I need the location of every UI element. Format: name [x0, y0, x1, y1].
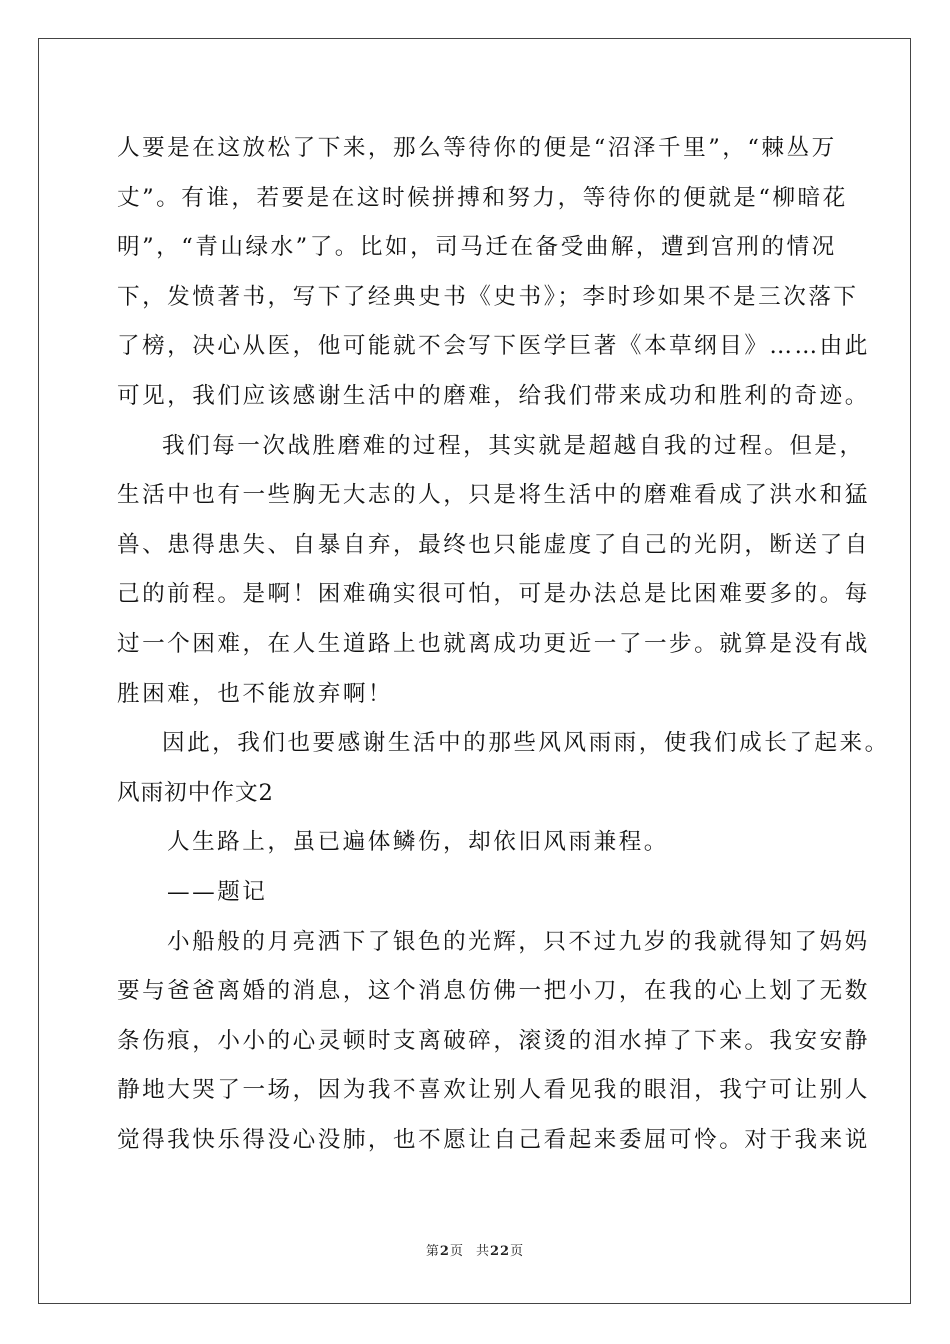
footer-page-unit: 页 [449, 1244, 464, 1259]
text-line: 条伤痕，小小的心灵顿时支离破碎，滚烫的泪水掉了下来。我安安静 [117, 1027, 870, 1054]
text-line: 小船般的月亮洒下了银色的光辉，只不过九岁的我就得知了妈妈 [167, 928, 870, 955]
text-line: 下，发愤著书，写下了经典史书《史书》；李时珍如果不是三次落下 [117, 283, 859, 310]
text-line: 因此，我们也要感谢生活中的那些风风雨雨，使我们成长了起来。 [162, 730, 890, 757]
text-line: 过一个困难，在人生道路上也就离成功更近一了一步。就算是没有战 [117, 630, 870, 657]
text-line: 可见，我们应该感谢生活中的磨难，给我们带来成功和胜利的奇迹。 [117, 382, 870, 409]
page-footer [0, 1240, 950, 1259]
text-line: 我们每一次战胜磨难的过程，其实就是超越自我的过程。但是， [162, 432, 865, 459]
text-line: 胜困难，也不能放弃啊！ [117, 680, 394, 707]
text-line: ——题记 [167, 878, 268, 905]
text-line: 人要是在这放松了下来，那么等待你的便是“沼泽千里”，“棘丛万 [117, 135, 837, 161]
text-line: 了榜，决心从医，他可能就不会写下医学巨著《本草纲目》……由此 [117, 333, 870, 360]
text-line: 生活中也有一些胸无大志的人，只是将生活中的磨难看成了洪水和猛 [117, 482, 870, 509]
text-line: 丈”。有谁，若要是在这时候拼搏和努力，等待你的便就是“柳暗花 [117, 184, 848, 211]
section-title: 风雨初中作文2 [117, 779, 274, 806]
text-line: 己的前程。是啊！困难确实很可怕，可是办法总是比困难要多的。每 [117, 581, 870, 608]
text-line: 明”，“青山绿水”了。比如，司马迁在备受曲解，遭到宫刑的情况 [117, 234, 837, 261]
footer-page-prefix: 第 [425, 1244, 440, 1259]
footer-total-pages: 22 [489, 1244, 511, 1259]
document-body [117, 124, 890, 1165]
text-line: 兽、患得患失、自暴自弃，最终也只能虚度了自己的光阴，断送了自 [117, 531, 870, 558]
text-line: 人生路上，虽已遍体鳞伤，却依旧风雨兼程。 [167, 829, 669, 856]
text-line: 静地大哭了一场，因为我不喜欢让别人看见我的眼泪，我宁可让别人 [117, 1077, 870, 1104]
footer-page-number: 2 [439, 1244, 450, 1259]
footer-total-prefix: 共 [475, 1244, 490, 1259]
text-line: 要与爸爸离婚的消息，这个消息仿佛一把小刀，在我的心上划了无数 [117, 978, 870, 1005]
text-line: 觉得我快乐得没心没肺，也不愿让自己看起来委屈可怜。对于我来说 [117, 1126, 870, 1153]
footer-total-unit: 页 [510, 1244, 525, 1259]
